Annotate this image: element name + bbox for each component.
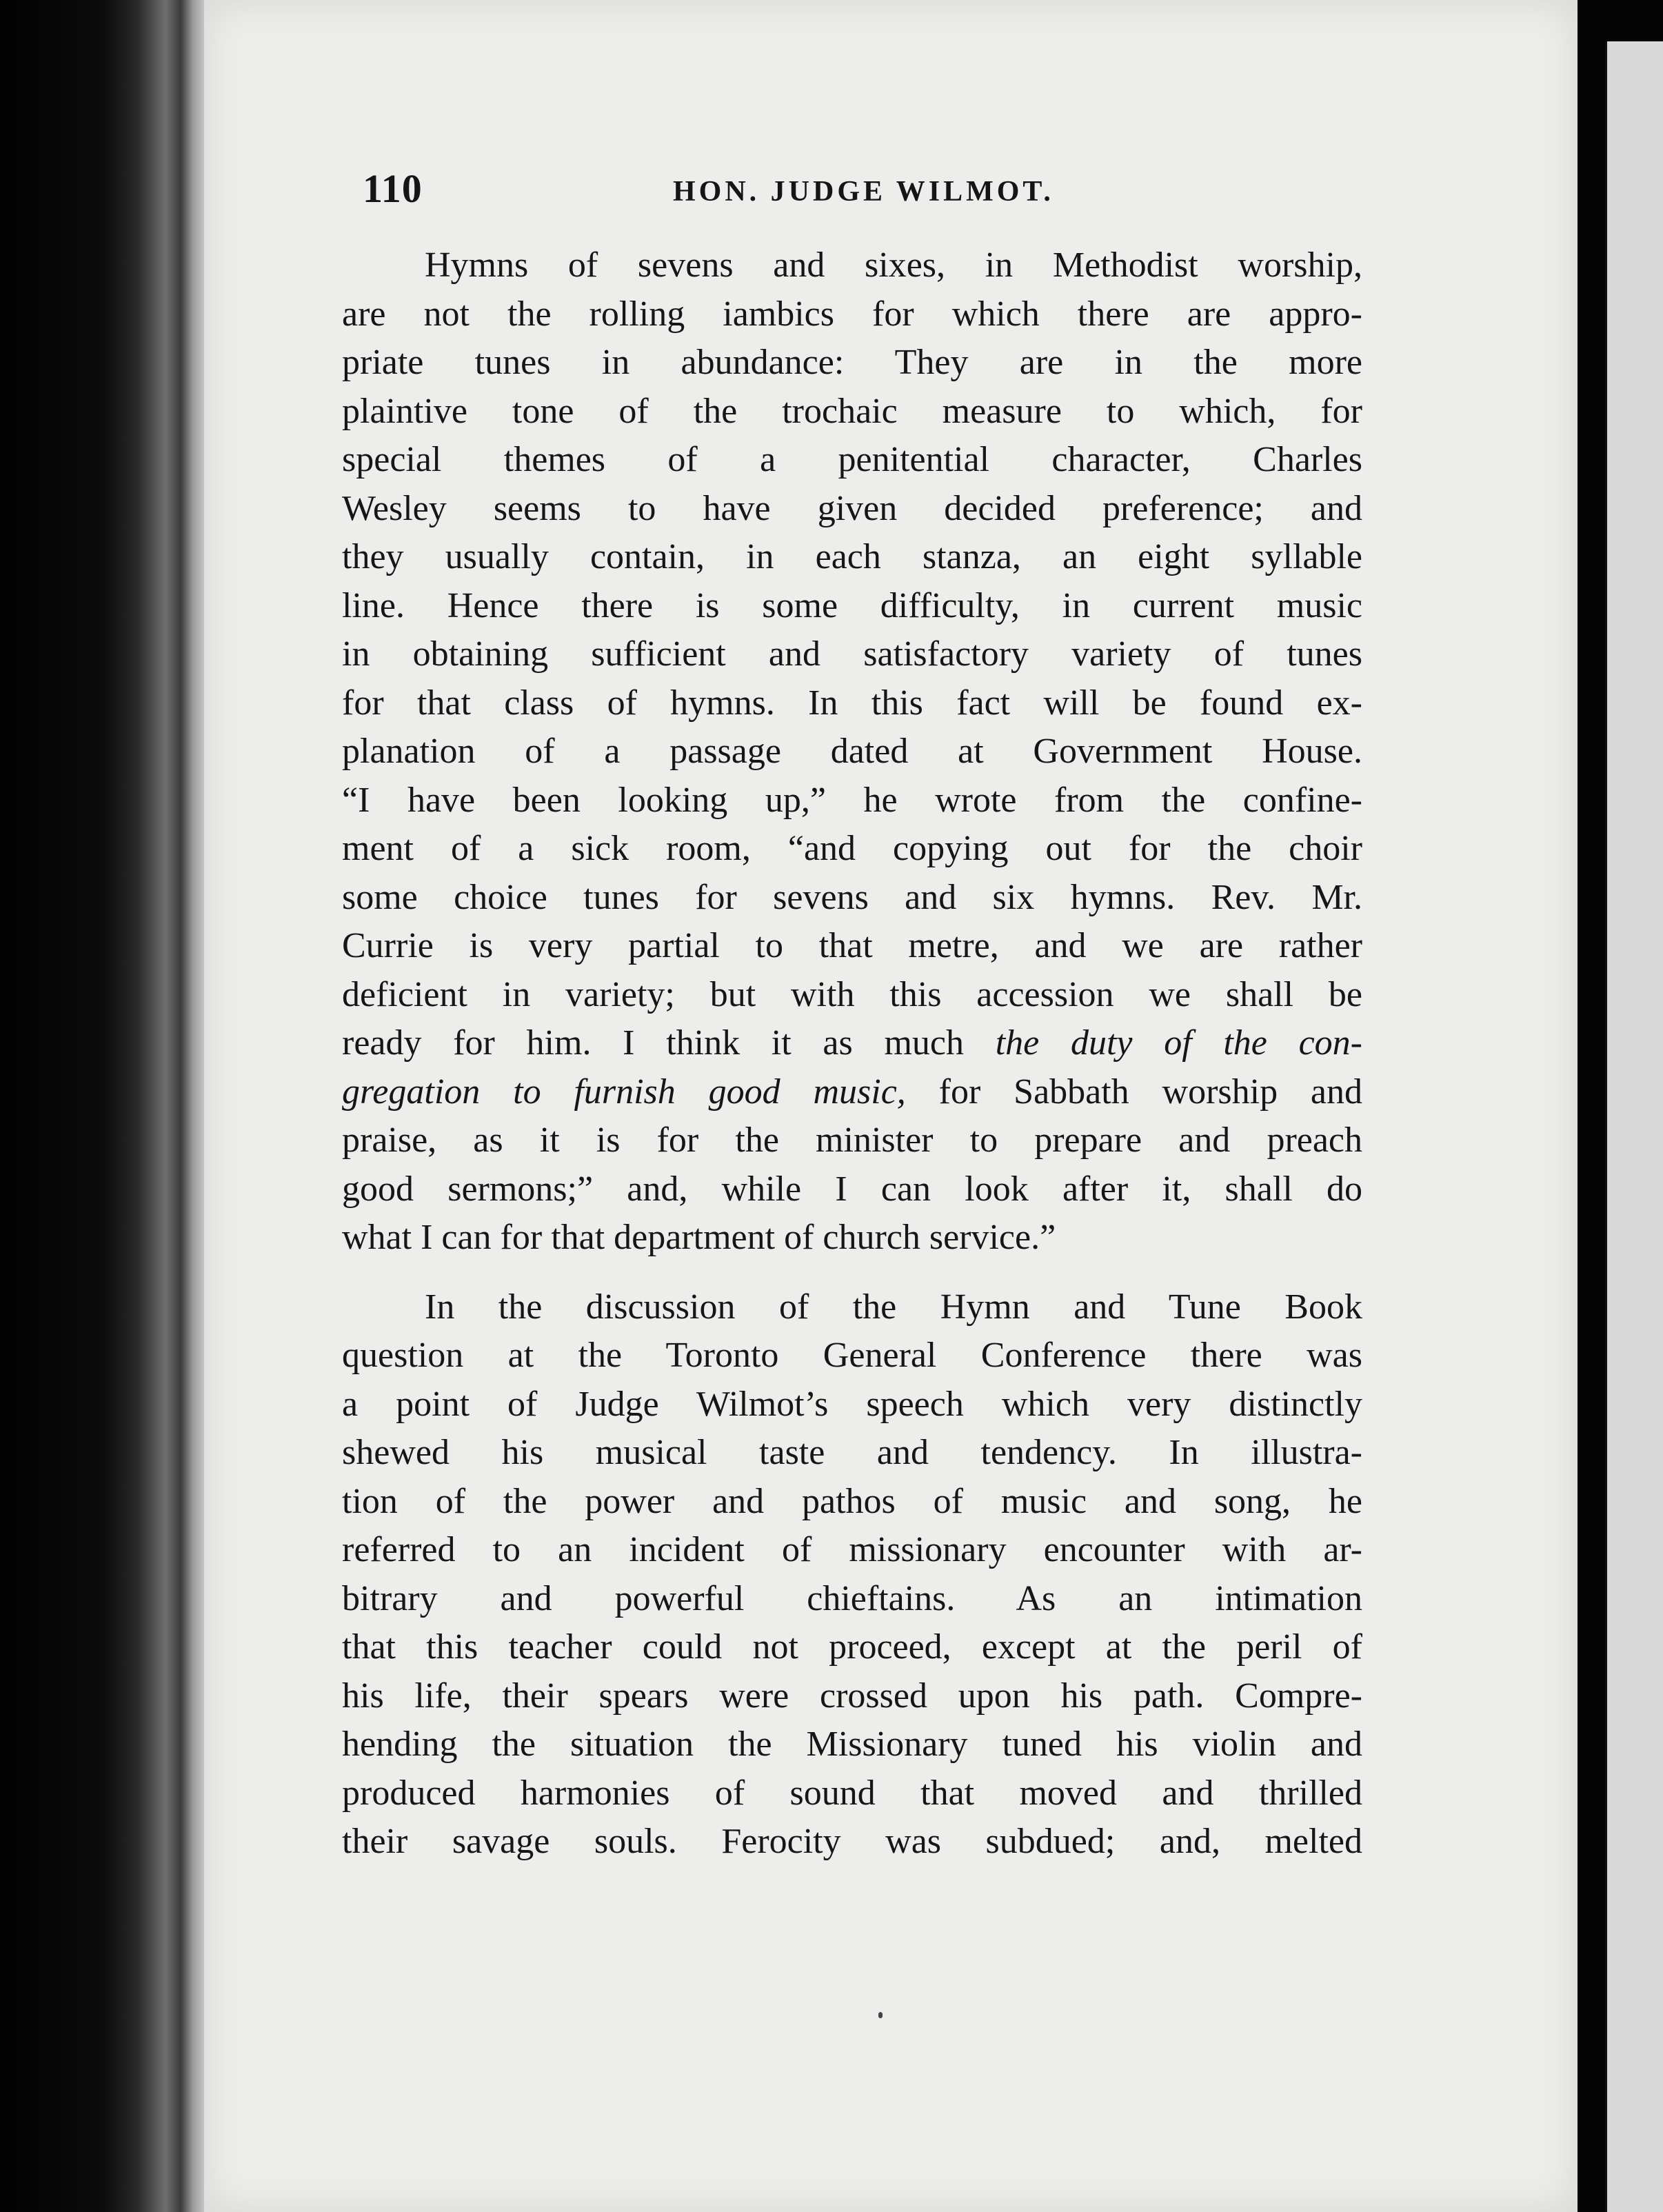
italic-phrase: gregation to furnish good music, — [342, 1072, 906, 1112]
text-line: bitrary and powerful chieftains. As an intimation — [342, 1578, 1362, 1618]
text-line: hending the situation the Missionary tuned his violin and — [342, 1725, 1362, 1764]
text-line: for that class of hymns. In this fact will be found ex- — [342, 683, 1362, 723]
page-number: 110 — [363, 166, 423, 211]
text-line: special themes of a penitential character, Charles — [342, 440, 1362, 479]
running-head: HON. JUDGE WILMOT. — [673, 176, 1054, 208]
paragraph-gap — [342, 1263, 1362, 1283]
text-line: are not the rolling iambics for which there are appro- — [342, 294, 1362, 334]
text-line: question at the Toronto General Conference there was — [342, 1336, 1362, 1375]
text-line: his life, their spears were crossed upon his path. Compre- — [342, 1676, 1362, 1716]
text-line: ment of a sick room, “and copying out for the choir — [342, 829, 1362, 868]
text-line: shewed his musical taste and tendency. In illustra- — [342, 1433, 1362, 1472]
text-line: Currie is very partial to that metre, and we are rather — [342, 926, 1362, 965]
text-line: deficient in variety; but with this accession we shall be — [342, 974, 1362, 1014]
text-line: planation of a passage dated at Government House. — [342, 732, 1362, 771]
book-page — [204, 0, 1578, 2212]
page-header — [363, 165, 1549, 221]
scan-left-edge — [0, 0, 207, 2212]
facing-page-sliver — [1605, 41, 1663, 2212]
text-line: some choice tunes for sevens and six hymns. Rev. Mr. — [342, 877, 1362, 917]
text-line: produced harmonies of sound that moved and thrilled — [342, 1773, 1362, 1813]
text-line: priate tunes in abundance: They are in the more — [342, 343, 1362, 382]
text-line: “I have been looking up,” he wrote from the confine- — [342, 780, 1362, 820]
text-line: good sermons;” and, while I can look after it, shall do — [342, 1169, 1362, 1209]
text-line: a point of Judge Wilmot’s speech which very distinctly — [342, 1384, 1362, 1424]
text-line: what I can for that department of church service.” — [342, 1218, 1056, 1257]
body-text — [342, 241, 1362, 1867]
text-line: they usually contain, in each stanza, an eight syllable — [342, 537, 1362, 576]
text-line: praise, as it is for the minister to prepare and preach — [342, 1120, 1362, 1160]
text-line: their savage souls. Ferocity was subdued; and, melted — [342, 1822, 1362, 1861]
text-line: line. Hence there is some difficulty, in current music — [342, 585, 1362, 625]
text-line — [342, 1019, 1362, 1068]
text-segment: ready for him. I think it as much — [342, 1023, 964, 1063]
ink-speck — [878, 2012, 883, 2018]
text-line: Wesley seems to have given decided preference; and — [342, 488, 1362, 528]
text-line — [342, 1068, 1362, 1117]
text-line: plaintive tone of the trochaic measure to which, for — [342, 391, 1362, 431]
text-line: that this teacher could not proceed, except at the peril of — [342, 1627, 1362, 1667]
text-line: In the discussion of the Hymn and Tune Book — [425, 1287, 1362, 1327]
italic-phrase: the duty of the con- — [995, 1023, 1362, 1063]
text-line: in obtaining sufficient and satisfactory variety of tunes — [342, 634, 1362, 674]
text-line: Hymns of sevens and sixes, in Methodist worship, — [425, 245, 1362, 285]
text-line: tion of the power and pathos of music and song, he — [342, 1481, 1362, 1521]
text-line: referred to an incident of missionary encounter with ar- — [342, 1530, 1362, 1569]
text-segment: for Sabbath worship and — [938, 1072, 1363, 1112]
